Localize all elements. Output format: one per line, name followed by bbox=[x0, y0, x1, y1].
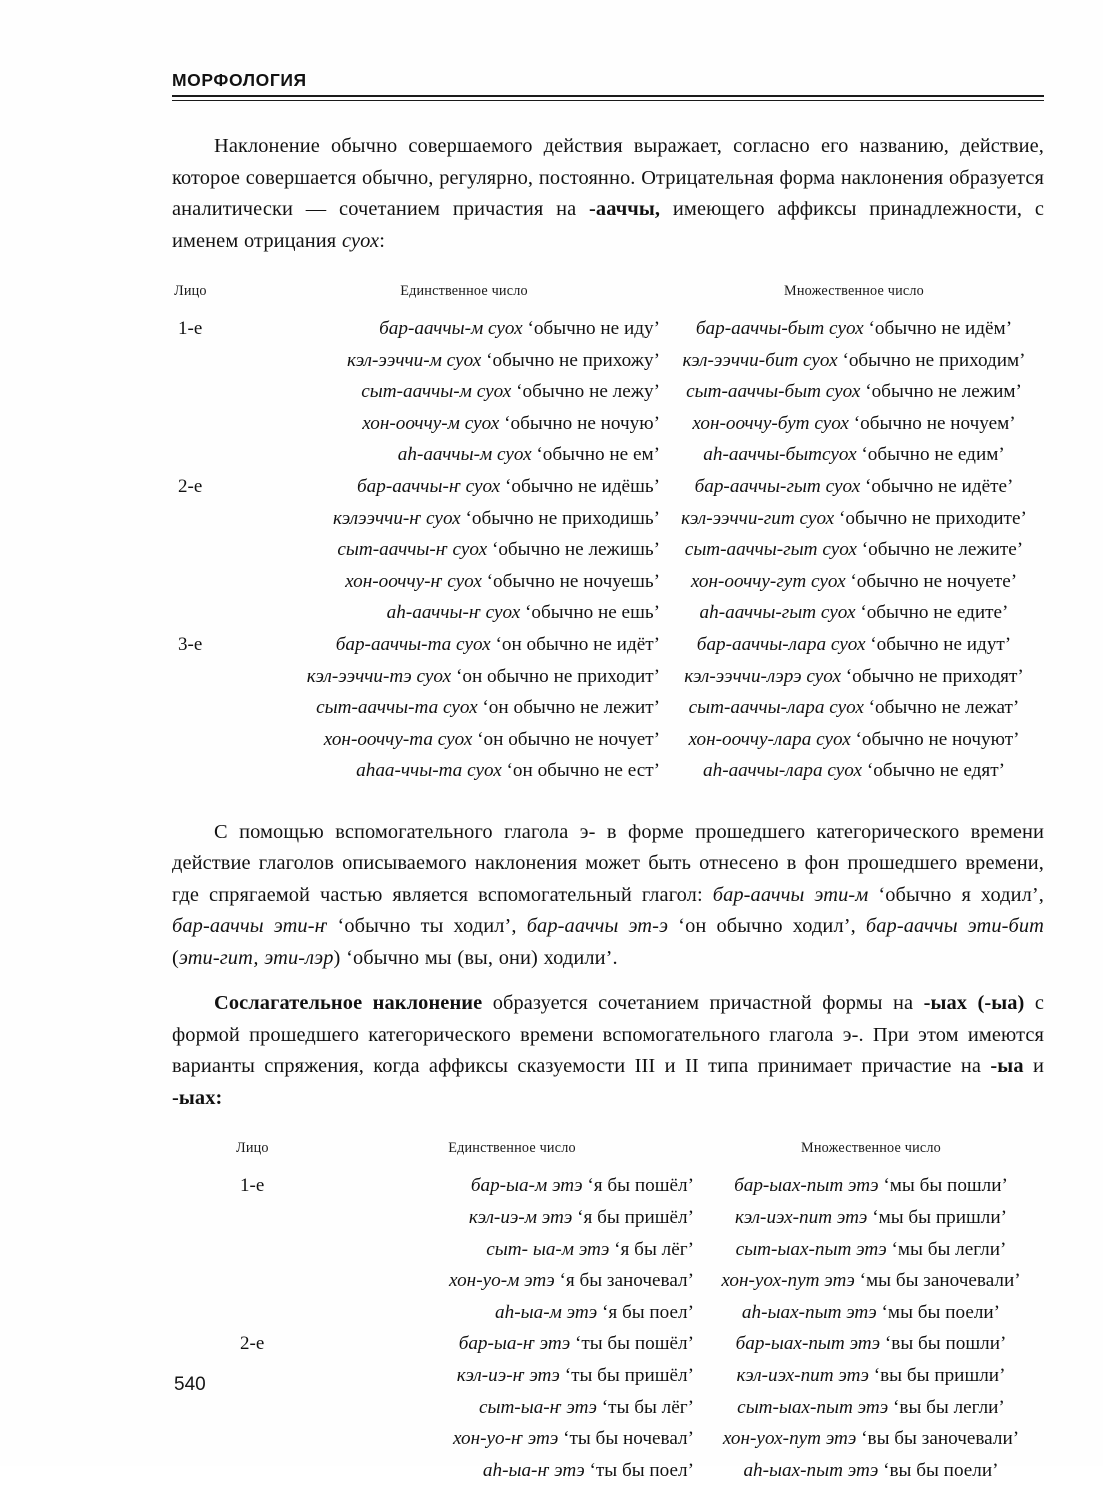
plural-form: сыт-ыах-пыт этэ bbox=[735, 1238, 892, 1260]
singular-form: хон-ооччу-м суох bbox=[362, 412, 505, 434]
plural-gloss: ‘вы бы легли’ bbox=[893, 1396, 1005, 1418]
singular-gloss: ‘ты бы пришёл’ bbox=[564, 1364, 694, 1386]
singular-form: сыт- ыа-м этэ bbox=[486, 1238, 615, 1260]
plural-gloss: ‘мы бы поели’ bbox=[881, 1301, 1001, 1323]
column-header-singular: Единственное число bbox=[400, 283, 528, 299]
person-label bbox=[172, 376, 264, 408]
paradigm-row bbox=[234, 1297, 1044, 1329]
page-number: 540 bbox=[174, 1374, 206, 1395]
singular-form-cell bbox=[264, 408, 664, 440]
plural-gloss: ‘обычно не ночуют’ bbox=[855, 728, 1020, 750]
plural-form: бар-ааччы-лара суох bbox=[696, 633, 871, 655]
singular-form: кэл-ээччи-м суох bbox=[346, 349, 487, 371]
paradigm-table-2-wrapper bbox=[172, 1140, 1044, 1486]
paradigm-row bbox=[172, 439, 1044, 471]
singular-form-cell bbox=[326, 1297, 698, 1329]
person-label bbox=[172, 692, 264, 724]
text-run: имеющего аффиксы принадлежности, с именем отрицания bbox=[172, 198, 1044, 252]
plural-form: хон-ооччу-гут суох bbox=[690, 570, 851, 592]
singular-gloss: ‘обычно не лежу’ bbox=[516, 381, 660, 403]
page-content bbox=[172, 70, 1044, 1486]
singular-form: бар-ыа-ҥ этэ bbox=[458, 1333, 575, 1355]
paradigm-row bbox=[172, 724, 1044, 756]
singular-form-cell bbox=[326, 1170, 698, 1202]
plural-form-cell bbox=[698, 1328, 1044, 1360]
person-label bbox=[234, 1234, 326, 1266]
person-label: 2-е bbox=[240, 1333, 265, 1355]
running-head-rule bbox=[172, 95, 1044, 97]
singular-form: бар-ааччы-та суох bbox=[335, 633, 496, 655]
singular-form: бар-ааччы-м суох bbox=[379, 318, 528, 339]
paradigm-row bbox=[234, 1360, 1044, 1392]
paradigm-row bbox=[234, 1234, 1044, 1266]
singular-form-cell bbox=[326, 1265, 698, 1297]
running-head-rule-thin bbox=[172, 100, 1044, 101]
text-run: -ыах (-ыа) bbox=[923, 992, 1025, 1015]
plural-gloss: ‘обычно не приходите’ bbox=[838, 507, 1027, 529]
singular-form-cell bbox=[264, 755, 664, 787]
singular-gloss: ‘я бы пришёл’ bbox=[577, 1207, 694, 1228]
spacer bbox=[172, 787, 1044, 817]
person-label bbox=[234, 1455, 326, 1486]
singular-form-cell bbox=[326, 1423, 698, 1455]
paradigm-table-subjunctive bbox=[234, 1140, 1044, 1486]
text-run: -ыах: bbox=[172, 1086, 223, 1109]
plural-form-cell bbox=[698, 1455, 1044, 1486]
plural-form-cell bbox=[664, 629, 1044, 661]
singular-gloss: ‘ты бы ночевал’ bbox=[563, 1428, 694, 1450]
plural-gloss: ‘вы бы заночевали’ bbox=[861, 1428, 1020, 1450]
singular-form: аһ-ыа-ҥ этэ bbox=[482, 1459, 590, 1481]
plural-form-cell bbox=[664, 566, 1044, 598]
singular-form-cell bbox=[326, 1455, 698, 1486]
paradigm-row bbox=[234, 1170, 1044, 1202]
singular-form: сыт-ааччы-та суох bbox=[316, 697, 483, 719]
singular-gloss: ‘ты бы пошёл’ bbox=[574, 1333, 694, 1355]
plural-form: кэл-иэх-пит этэ bbox=[736, 1364, 874, 1386]
plural-gloss: ‘обычно не ночуете’ bbox=[850, 570, 1018, 592]
singular-form: аһаа-ччы-та суох bbox=[356, 760, 507, 782]
singular-gloss: ‘ты бы лёг’ bbox=[601, 1396, 694, 1418]
text-run: : bbox=[379, 229, 385, 252]
singular-gloss: ‘обычно не ночуешь’ bbox=[486, 570, 660, 592]
text-run: -ааччы, bbox=[589, 198, 661, 220]
singular-gloss: ‘он обычно не лежит’ bbox=[482, 697, 660, 719]
column-header-plural: Множественное число bbox=[784, 283, 924, 299]
person-label bbox=[172, 724, 264, 756]
singular-form-cell bbox=[264, 503, 664, 535]
singular-form-cell bbox=[264, 661, 664, 693]
singular-gloss: ‘он обычно не приходит’ bbox=[455, 665, 660, 687]
plural-form-cell bbox=[664, 345, 1044, 377]
running-head: МОРФОЛОГИЯ bbox=[172, 70, 307, 90]
plural-form-cell bbox=[664, 755, 1044, 787]
plural-form-cell bbox=[698, 1297, 1044, 1329]
singular-form-cell bbox=[264, 313, 664, 345]
singular-form: кэл-ээччи-тэ суох bbox=[306, 665, 456, 687]
text-run: суох bbox=[342, 229, 380, 252]
paradigm-table-negative-habitual bbox=[172, 283, 1044, 787]
plural-form: хон-ооччу-лара суох bbox=[688, 728, 856, 750]
plural-gloss: ‘обычно не едят’ bbox=[866, 760, 1005, 782]
plural-form-cell bbox=[664, 376, 1044, 408]
plural-gloss: ‘обычно не едите’ bbox=[860, 602, 1009, 624]
table-header-row bbox=[172, 283, 1044, 313]
singular-form-cell bbox=[326, 1392, 698, 1424]
person-label bbox=[234, 1360, 326, 1392]
plural-form: бар-ааччы-быт суох bbox=[695, 318, 869, 339]
person-label: 3-е bbox=[178, 633, 203, 655]
column-header-plural: Множественное число bbox=[801, 1140, 941, 1157]
plural-form: кэл-ээччи-лэрэ суох bbox=[684, 665, 846, 687]
singular-form-cell bbox=[264, 724, 664, 756]
person-label bbox=[234, 1202, 326, 1234]
plural-form-cell bbox=[664, 661, 1044, 693]
plural-form: сыт-ааччы-быт суох bbox=[686, 381, 866, 403]
plural-form-cell bbox=[698, 1360, 1044, 1392]
plural-form: аһ-ааччы-бытсуох bbox=[703, 444, 862, 466]
person-label bbox=[234, 1265, 326, 1297]
plural-form-cell bbox=[664, 471, 1044, 503]
plural-form: кэл-ээччи-бит суох bbox=[682, 349, 843, 371]
plural-form-cell bbox=[698, 1234, 1044, 1266]
person-label bbox=[172, 661, 264, 693]
plural-form: бар-ыах-пыт этэ bbox=[735, 1333, 885, 1355]
paradigm-row bbox=[234, 1202, 1044, 1234]
plural-form: кэл-иэх-пит этэ bbox=[734, 1207, 873, 1228]
paragraph-subjunctive bbox=[172, 988, 1044, 1114]
plural-form-cell bbox=[698, 1392, 1044, 1424]
singular-form: кэл-иэ-ҥ этэ bbox=[456, 1364, 565, 1386]
singular-form-cell bbox=[264, 376, 664, 408]
person-label bbox=[172, 755, 264, 787]
person-label: 1-е bbox=[178, 318, 203, 339]
plural-form: аһ-ааччы-лара суох bbox=[703, 760, 867, 782]
plural-form-cell bbox=[698, 1202, 1044, 1234]
plural-gloss: ‘обычно не идёте’ bbox=[865, 475, 1014, 497]
plural-form-cell bbox=[664, 408, 1044, 440]
paragraph-auxiliary-verb bbox=[172, 817, 1044, 975]
singular-form-cell bbox=[326, 1202, 698, 1234]
singular-form: кэл-иэ-м этэ bbox=[468, 1207, 578, 1228]
plural-form: аһ-ааччы-гыт суох bbox=[699, 602, 861, 624]
paradigm-row bbox=[172, 566, 1044, 598]
plural-gloss: ‘мы бы пришли’ bbox=[872, 1207, 1007, 1228]
paradigm-row bbox=[172, 629, 1044, 661]
text-run: ( bbox=[172, 946, 179, 969]
paradigm-row bbox=[234, 1423, 1044, 1455]
table-header bbox=[172, 283, 1044, 313]
plural-gloss: ‘обычно не лежат’ bbox=[868, 697, 1020, 719]
paradigm-row bbox=[172, 661, 1044, 693]
singular-gloss: ‘я бы заночевал’ bbox=[559, 1270, 694, 1292]
column-header-person: Лицо bbox=[236, 1140, 269, 1157]
singular-form-cell bbox=[326, 1328, 698, 1360]
paradigm-row bbox=[172, 376, 1044, 408]
singular-form: кэлээччи-ҥ суох bbox=[333, 507, 466, 529]
text-run: образуется сочетанием причастной формы на bbox=[482, 992, 924, 1015]
table-body bbox=[172, 313, 1044, 787]
singular-form-cell bbox=[264, 692, 664, 724]
text-run: бар-ааччы эти-бит bbox=[865, 915, 1044, 938]
singular-gloss: ‘ты бы поел’ bbox=[589, 1459, 694, 1481]
singular-form: аһ-ыа-м этэ bbox=[495, 1301, 602, 1323]
plural-gloss: ‘вы бы пошли’ bbox=[884, 1333, 1007, 1355]
plural-form-cell bbox=[664, 313, 1044, 345]
person-label bbox=[234, 1423, 326, 1455]
singular-form-cell bbox=[326, 1234, 698, 1266]
plural-form-cell bbox=[698, 1265, 1044, 1297]
plural-gloss: ‘обычно не ночуем’ bbox=[853, 412, 1016, 434]
person-label: 2-е bbox=[178, 475, 203, 497]
singular-form: хон-уо-ҥ этэ bbox=[453, 1428, 564, 1450]
text-run: ) ‘обычно мы (вы, они) ходили’. bbox=[333, 946, 618, 969]
plural-gloss: ‘обычно не едим’ bbox=[861, 444, 1005, 466]
table-body bbox=[234, 1170, 1044, 1486]
text-run: бар-ааччы эти-ҥ bbox=[172, 915, 328, 938]
singular-form-cell bbox=[264, 439, 664, 471]
singular-gloss: ‘обычно не приходишь’ bbox=[465, 507, 660, 529]
paradigm-row bbox=[172, 313, 1044, 345]
person-label bbox=[234, 1392, 326, 1424]
singular-form: сыт-ыа-ҥ этэ bbox=[478, 1396, 602, 1418]
singular-form: аһ-ааччы-ҥ суох bbox=[386, 602, 526, 624]
paradigm-row bbox=[234, 1265, 1044, 1297]
text-run: бар-ааччы эт-э bbox=[526, 915, 669, 938]
singular-gloss: ‘обычно не лежишь’ bbox=[491, 539, 660, 561]
singular-gloss: ‘я бы лёг’ bbox=[614, 1238, 694, 1260]
singular-form: хон-уо-м этэ bbox=[449, 1270, 560, 1292]
singular-gloss: ‘обычно не ночую’ bbox=[504, 412, 660, 434]
person-label bbox=[172, 408, 264, 440]
person-label bbox=[172, 597, 264, 629]
plural-gloss: ‘мы бы заночевали’ bbox=[859, 1270, 1021, 1292]
plural-form-cell bbox=[664, 724, 1044, 756]
text-run: С помощью вспомогательного глагола э- в форме прошедшего категорического времени действие глаголов описываемого наклонения может быть отнесено в фон прошедшего времени, где спрягаемой частью является вспомогательный глагол: bbox=[172, 820, 1044, 906]
singular-gloss: ‘он обычно не ест’ bbox=[506, 760, 660, 782]
plural-form: сыт-ааччы-гыт суох bbox=[684, 539, 862, 561]
plural-form-cell bbox=[664, 534, 1044, 566]
plural-gloss: ‘мы бы легли’ bbox=[891, 1238, 1007, 1260]
text-run: -ыа bbox=[990, 1055, 1024, 1078]
singular-gloss: ‘он обычно не идёт’ bbox=[495, 633, 660, 655]
person-label bbox=[172, 439, 264, 471]
singular-form-cell bbox=[264, 534, 664, 566]
text-run: ‘обычно я ходил’, bbox=[868, 883, 1044, 906]
plural-form-cell bbox=[664, 597, 1044, 629]
plural-gloss: ‘обычно не приходят’ bbox=[845, 665, 1024, 687]
plural-form: хон-ооччу-бут суох bbox=[692, 412, 854, 434]
singular-form: хон-ооччу-ҥ суох bbox=[345, 570, 487, 592]
plural-gloss: ‘обычно не идут’ bbox=[870, 633, 1012, 655]
singular-gloss: ‘обычно не ешь’ bbox=[525, 602, 660, 624]
paradigm-row bbox=[172, 597, 1044, 629]
singular-gloss: ‘я бы пошёл’ bbox=[587, 1175, 694, 1197]
plural-form: кэл-ээччи-гит суох bbox=[681, 507, 839, 529]
table-header-row bbox=[234, 1140, 1044, 1170]
plural-form-cell bbox=[664, 692, 1044, 724]
plural-gloss: ‘обычно не идём’ bbox=[868, 318, 1013, 339]
plural-form-cell bbox=[664, 439, 1044, 471]
paradigm-row bbox=[234, 1455, 1044, 1486]
singular-gloss: ‘он обычно не ночует’ bbox=[477, 728, 660, 750]
plural-form: сыт-ыах-пыт этэ bbox=[737, 1396, 893, 1418]
person-label: 1-е bbox=[240, 1175, 265, 1197]
singular-form-cell bbox=[264, 629, 664, 661]
person-label bbox=[234, 1297, 326, 1329]
paradigm-row bbox=[172, 503, 1044, 535]
text-run: эти-гит, эти-лэр bbox=[178, 946, 334, 969]
singular-gloss: ‘обычно не ем’ bbox=[536, 444, 660, 466]
singular-form-cell bbox=[264, 597, 664, 629]
singular-gloss: ‘обычно не иду’ bbox=[527, 318, 660, 339]
plural-gloss: ‘обычно не лежите’ bbox=[861, 539, 1024, 561]
plural-form: хон-уох-пут этэ bbox=[722, 1428, 862, 1450]
singular-form: сыт-ааччы-ҥ суох bbox=[337, 539, 492, 561]
paradigm-row bbox=[234, 1328, 1044, 1360]
paradigm-row bbox=[172, 345, 1044, 377]
plural-gloss: ‘обычно не лежим’ bbox=[865, 381, 1022, 403]
text-run: с формой прошедшего категорического времени вспомогательного глагола э-. При этом имеются варианты спряжения, когда аффиксы сказуемости III и II типа принимает причастие на bbox=[172, 992, 1044, 1078]
text-run: и bbox=[1023, 1055, 1044, 1078]
singular-form: бар-ааччы-ҥ суох bbox=[356, 475, 505, 497]
paragraph-intro bbox=[172, 131, 1044, 257]
singular-form-cell bbox=[264, 345, 664, 377]
plural-form: хон-уох-пут этэ bbox=[721, 1270, 860, 1292]
text-run: бар-ааччы эти-м bbox=[712, 883, 869, 906]
text-run: ‘обычно ты ходил’, bbox=[327, 915, 527, 938]
singular-form: аһ-ааччы-м суох bbox=[397, 444, 537, 466]
paradigm-table-1-wrapper bbox=[172, 283, 1044, 787]
text-run: Сослагательное наклонение bbox=[214, 992, 483, 1015]
paradigm-row bbox=[172, 534, 1044, 566]
plural-form: аһ-ыах-пыт этэ bbox=[741, 1301, 882, 1323]
table-header bbox=[234, 1140, 1044, 1170]
plural-form-cell bbox=[698, 1170, 1044, 1202]
paradigm-row bbox=[172, 471, 1044, 503]
person-label bbox=[172, 534, 264, 566]
plural-form: бар-ааччы-гыт суох bbox=[694, 475, 866, 497]
plural-form-cell bbox=[698, 1423, 1044, 1455]
plural-gloss: ‘вы бы поели’ bbox=[883, 1459, 999, 1481]
singular-gloss: ‘обычно не идёшь’ bbox=[505, 475, 660, 497]
paradigm-row bbox=[172, 755, 1044, 787]
singular-gloss: ‘обычно не прихожу’ bbox=[486, 349, 660, 371]
column-header-person: Лицо bbox=[174, 283, 207, 299]
plural-form: бар-ыах-пыт этэ bbox=[734, 1175, 884, 1197]
person-label bbox=[172, 345, 264, 377]
text-run: Наклонение обычно совершаемого действия выражает, согласно его названию, действие, которое совершается обычно, регулярно, постоянно. Отрицательная форма наклонения образуется аналитически — сочетанием причастия на bbox=[172, 135, 1044, 220]
plural-gloss: ‘вы бы пришли’ bbox=[873, 1364, 1006, 1386]
plural-gloss: ‘мы бы пошли’ bbox=[883, 1175, 1008, 1197]
singular-form-cell bbox=[264, 471, 664, 503]
singular-form: сыт-ааччы-м суох bbox=[361, 381, 517, 403]
plural-form: сыт-ааччы-лара суох bbox=[688, 697, 869, 719]
singular-form: бар-ыа-м этэ bbox=[470, 1175, 588, 1197]
plural-gloss: ‘обычно не приходим’ bbox=[842, 349, 1026, 371]
plural-form-cell bbox=[664, 503, 1044, 535]
paradigm-row bbox=[172, 408, 1044, 440]
singular-gloss: ‘я бы поел’ bbox=[601, 1301, 694, 1323]
singular-form: хон-ооччу-та суох bbox=[323, 728, 478, 750]
singular-form-cell bbox=[326, 1360, 698, 1392]
paradigm-row bbox=[172, 692, 1044, 724]
singular-form-cell bbox=[264, 566, 664, 598]
text-run: ‘он обычно ходил’, bbox=[668, 915, 866, 938]
paradigm-row bbox=[234, 1392, 1044, 1424]
column-header-singular: Единственное число bbox=[448, 1140, 576, 1157]
person-label bbox=[172, 566, 264, 598]
plural-form: аһ-ыах-пыт этэ bbox=[743, 1459, 884, 1481]
person-label bbox=[172, 503, 264, 535]
